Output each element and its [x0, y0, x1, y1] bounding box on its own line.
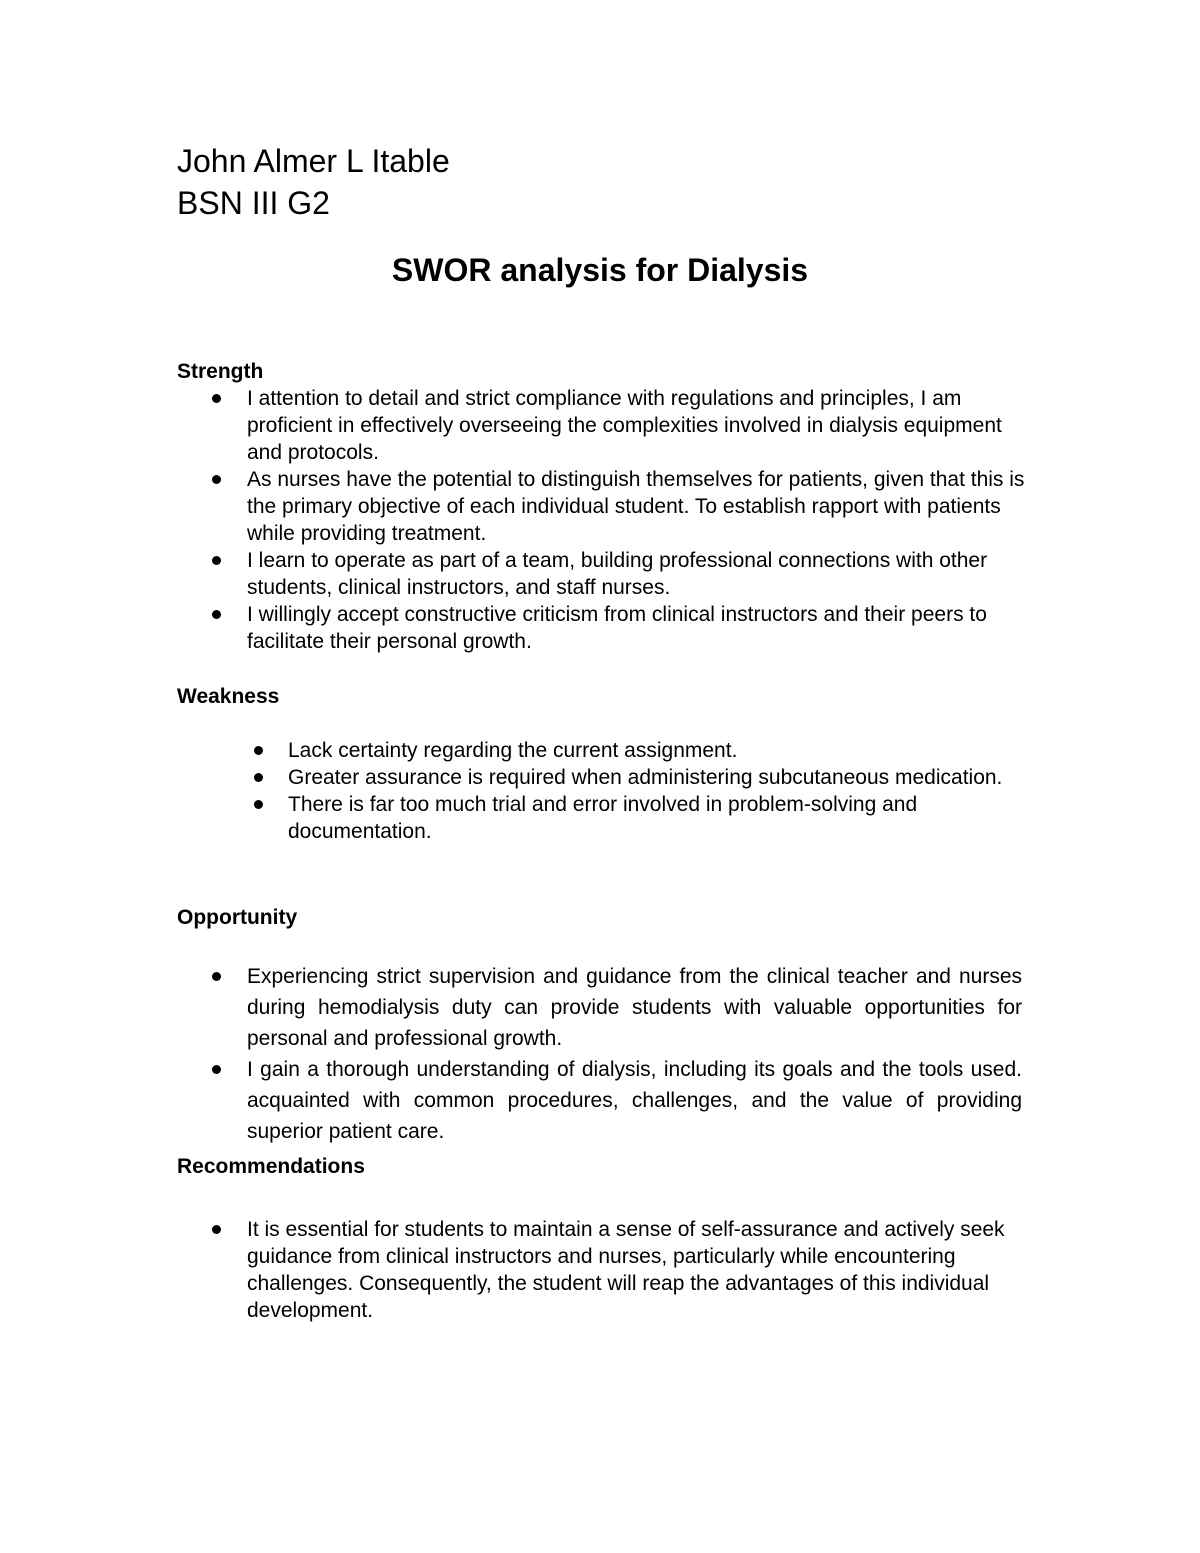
list-item-text: As nurses have the potential to distinguish themselves for patients, given that this is the primary objective of each individual student. To establish rapport with patients while providing treatment.	[247, 468, 1025, 545]
list-item	[177, 1054, 1022, 1147]
list-item-text: I gain a thorough understanding of dialysis, including its goals and the tools used. acquainted with common procedures, challenges, and the value of providing superior patient care.	[247, 1058, 1022, 1143]
list-item	[177, 791, 1028, 845]
list-item	[177, 737, 1028, 764]
list-item-text: Greater assurance is required when administering subcutaneous medication.	[288, 766, 1003, 789]
section-strength	[177, 358, 1037, 655]
section-opportunity	[177, 904, 1037, 1147]
list-item-text: I willingly accept constructive criticism from clinical instructors and their peers to facilitate their personal growth.	[247, 603, 987, 653]
list-item	[177, 764, 1028, 791]
list-item	[177, 385, 1037, 466]
bullet-icon	[212, 556, 221, 565]
author-name: John Almer L Itable	[177, 143, 450, 179]
author-block	[177, 140, 450, 224]
opportunity-list	[177, 961, 1037, 1147]
bullet-icon	[254, 773, 263, 782]
list-item	[177, 466, 1037, 547]
bullet-icon	[212, 1225, 221, 1234]
author-class: BSN III G2	[177, 185, 330, 221]
section-weakness	[177, 683, 1037, 845]
list-item-text: I attention to detail and strict compliance with regulations and principles, I am proficient in effectively overseeing the complexities involved in dialysis equipment and protocols.	[247, 387, 1002, 464]
list-item-text: There is far too much trial and error involved in problem-solving and documentation.	[288, 793, 918, 843]
bullet-icon	[254, 800, 263, 809]
list-item-text: Lack certainty regarding the current assignment.	[288, 739, 738, 762]
list-item-text: Experiencing strict supervision and guidance from the clinical teacher and nurses during hemodialysis duty can provide students with valuable opportunities for personal and professional growth.	[247, 965, 1022, 1050]
bullet-icon	[212, 475, 221, 484]
section-recommendations	[177, 1153, 1037, 1324]
list-item-text: I learn to operate as part of a team, building professional connections with other students, clinical instructors, and staff nurses.	[247, 549, 988, 599]
list-item-text: It is essential for students to maintain a sense of self-assurance and actively seek guidance from clinical instructors and nurses, particularly while encountering challenges. Consequently, the student will reap the advantages of this individual development.	[247, 1218, 1005, 1322]
weakness-list	[177, 737, 1037, 845]
list-item	[177, 601, 1037, 655]
document-title: SWOR analysis for Dialysis	[391, 252, 809, 288]
list-item	[177, 1216, 1022, 1324]
bullet-icon	[212, 1065, 221, 1074]
list-item	[177, 547, 1037, 601]
section-heading-opportunity: Opportunity	[177, 906, 298, 929]
section-heading-recommendations: Recommendations	[177, 1155, 365, 1178]
strength-list	[177, 385, 1037, 655]
bullet-icon	[254, 746, 263, 755]
bullet-icon	[212, 610, 221, 619]
recommendations-list	[177, 1216, 1037, 1324]
section-heading-weakness: Weakness	[177, 685, 280, 708]
list-item	[177, 961, 1022, 1054]
section-heading-strength: Strength	[177, 360, 264, 383]
bullet-icon	[212, 394, 221, 403]
bullet-icon	[212, 972, 221, 981]
